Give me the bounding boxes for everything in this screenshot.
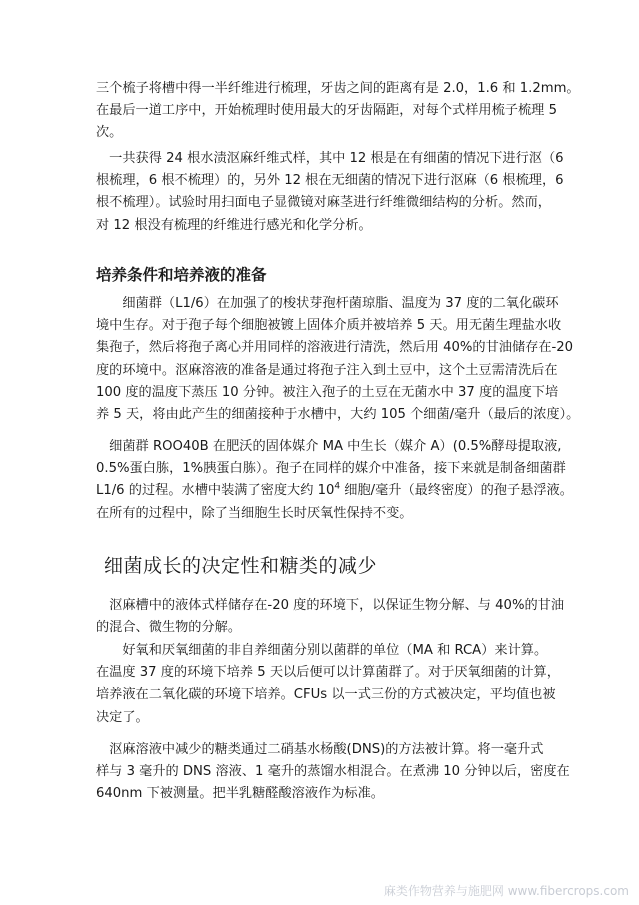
text-line: 一共获得 24 根水渍沤麻纤维式样，其中 12 根是在有细菌的情况下进行沤（6 xyxy=(96,151,564,166)
text-line: 在温度 37 度的环境下培养 5 天以后便可以计算菌群了。对于厌氧细菌的计算， xyxy=(96,665,560,681)
section-heading-growth: 细菌成长的决定性和糖类的减少 xyxy=(104,555,378,577)
paragraph-storage xyxy=(96,595,565,639)
text-line: 细菌群 ROO40B 在肥沃的固体媒介 MA 中生长（媒介 A）(0.5%酵母提取液, xyxy=(96,439,562,454)
text-line: 三个梳子将槽中得一半纤维进行梳理，牙齿之间的距离有是 2.0，1.6 和 1.2mm。 xyxy=(96,81,580,96)
text-line: 根梳理，6 根不梳理）的，另外 12 根在无细菌的情况下进行沤麻（6 根梳理，6 xyxy=(96,173,564,189)
text-segment: L1/6 的过程。水槽中装满了密度大约 10 xyxy=(96,483,335,499)
text-line: 境中生存。对于孢子每个细胞被镀上固体介质并被培养 5 天。用无菌生理盐水收 xyxy=(96,318,562,334)
paragraph-counting xyxy=(96,640,560,729)
site-watermark: 麻类作物营养与施肥网 www.fibercrops.com xyxy=(383,884,629,898)
text-line: 培养液在二氧化碳的环境下培养。CFUs 以一式三份的方式被决定，平均值也被 xyxy=(96,687,556,703)
text-line: 沤麻溶液中减少的糖类通过二硝基水杨酸(DNS)的方法被计算。将一毫升式 xyxy=(96,742,544,757)
text-line: 养 5 天，将由此产生的细菌接种于水槽中，大约 105 个细菌/毫升（最后的浓度）。 xyxy=(96,407,580,423)
text-line: 沤麻槽中的液体式样储存在-20 度的环境下，以保证生物分解、与 40%的甘油 xyxy=(96,598,565,613)
text-line: 在所有的过程中，除了当细胞生长时厌氧性保持不变。 xyxy=(96,505,413,521)
text-line xyxy=(96,480,573,502)
text-line: 对 12 根没有梳理的纤维进行感光和化学分析。 xyxy=(96,217,372,233)
superscript-exponent: 4 xyxy=(334,482,341,493)
text-line: 在最后一道工序中，开始梳理时使用最大的牙齿隔距，对每个式样用梳子梳理 5 xyxy=(96,103,557,119)
text-line: 次。 xyxy=(96,125,123,141)
text-line: 度的环境中。沤麻溶液的准备是通过将孢子注入到土豆中，这个土豆需清洗后在 xyxy=(96,362,558,378)
text-line: 640nm 下被测量。把半乳糖醛酸溶液作为标准。 xyxy=(96,786,384,802)
paragraph-bacteria-roo40b xyxy=(96,436,573,525)
text-line: 细菌群（L1/6）在加强了的梭状芽孢杆菌琼脂、温度为 37 度的二氧化碳环 xyxy=(96,296,559,311)
text-line: 样与 3 毫升的 DNS 溶液、1 毫升的蒸馏水相混合。在煮沸 10 分钟以后，密度在 xyxy=(96,764,570,780)
text-line: 的混合、微生物的分解。 xyxy=(96,620,242,636)
paragraph-samples xyxy=(96,148,564,237)
text-line: 决定了。 xyxy=(96,709,149,725)
text-line: 好氧和厌氧细菌的非自养细菌分别以菌群的单位（MA 和 RCA）来计算。 xyxy=(96,643,548,658)
paragraph-sugar-dns xyxy=(96,739,570,806)
text-line: 集孢子，然后将孢子离心并用同样的溶液进行清洗，然后用 40%的甘油储存在-20 xyxy=(96,340,574,356)
paragraph-bacteria-l16 xyxy=(96,293,580,426)
text-line: 100 度的温度下蒸压 10 分钟。被注入孢子的土豆在无菌水中 37 度的温度下培 xyxy=(96,384,559,400)
text-line: 根不梳理）。试验时用扫面电子显微镜对麻茎进行纤维微细结构的分析。然而， xyxy=(96,195,551,211)
section-heading-culture: 培养条件和培养液的准备 xyxy=(96,266,267,284)
text-segment: 细胞/毫升（最终密度）的孢子悬浮液。 xyxy=(340,483,573,499)
paragraph-combing xyxy=(96,78,580,145)
text-line: 0.5%蛋白胨，1%胰蛋白胨）。孢子在同样的媒介中准备，接下来就是制备细菌群 xyxy=(96,461,566,477)
